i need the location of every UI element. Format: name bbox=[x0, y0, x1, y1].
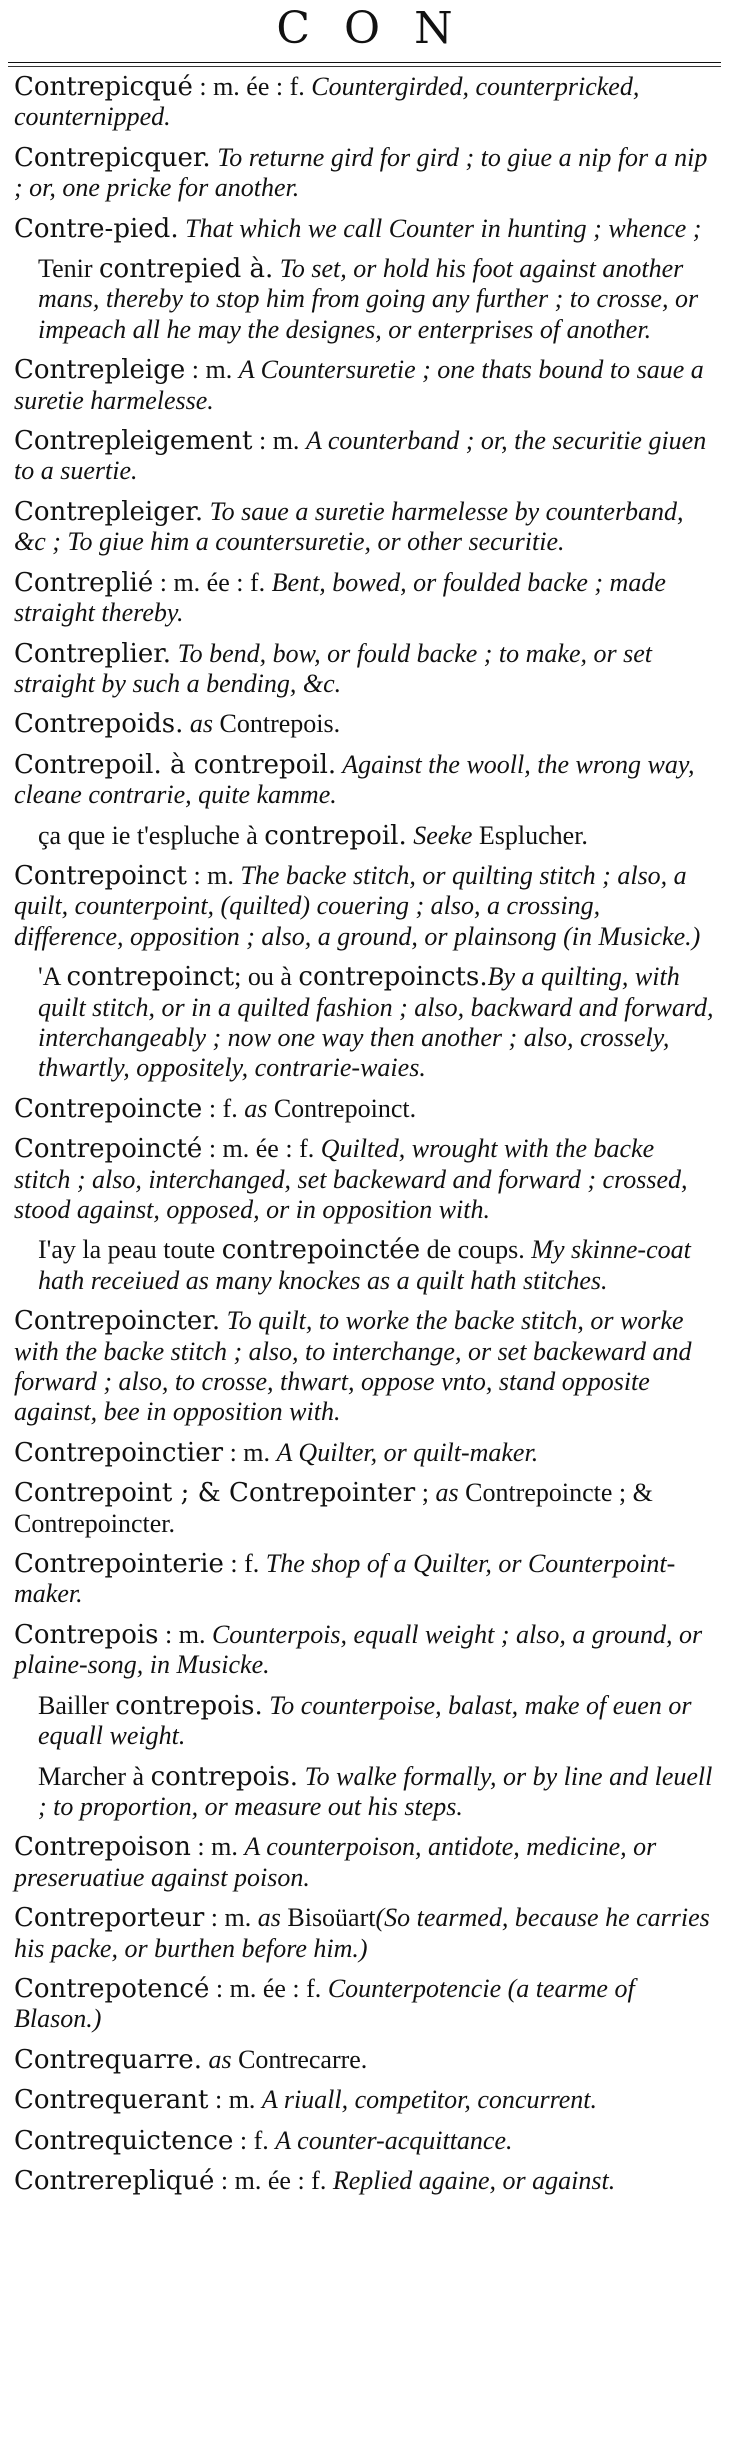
headword: Contrepleiger. bbox=[14, 496, 204, 527]
definition-text: To set, or hold his foot against another mans, thereby to stop him from going any further ; to crosse, or impeach all he may the designes, or enterprises of another. bbox=[38, 254, 699, 344]
definition-text: as bbox=[183, 709, 220, 739]
grammar-note: ça que ie t'espluche à bbox=[38, 820, 265, 850]
grammar-note: : m. ée : f. bbox=[214, 2165, 333, 2195]
definition-text: A counterband ; or, the securitie giuen to a suertie. bbox=[14, 426, 707, 486]
headword: Contrequarre. bbox=[14, 2044, 202, 2075]
dictionary-entry bbox=[14, 568, 716, 629]
grammar-note: Bisoüart bbox=[287, 1903, 376, 1933]
dictionary-entry bbox=[14, 214, 716, 244]
grammar-note: Marcher à bbox=[38, 1761, 151, 1791]
headword: Contrepoincté bbox=[14, 1134, 203, 1165]
dictionary-entry bbox=[14, 1094, 716, 1124]
definition-text: By a quilting, with quilt stitch, or in a quilted fashion ; also, backward and forward, interchangeably ; now one way then another ; also, crossely, thwartly, oppositely, contrarie-waies. bbox=[38, 962, 714, 1083]
page-header: CON bbox=[276, 3, 487, 54]
dictionary-entry bbox=[14, 426, 716, 487]
definition-text: A Countersuretie ; one thats bound to saue a suretie harmelesse. bbox=[14, 355, 704, 415]
headword: Contrepicqué bbox=[14, 72, 193, 102]
definition-text: Seeke bbox=[406, 820, 479, 850]
headword: Contrepoincter. bbox=[14, 1306, 221, 1337]
grammar-note: : m. ée : f. bbox=[192, 72, 312, 101]
definition-text: Against the wooll, the wrong way, cleane contrarie, quite kamme. bbox=[14, 749, 695, 810]
headword: Contrepoil. à contrepoil. bbox=[14, 749, 337, 780]
definition-text: as bbox=[435, 1478, 466, 1508]
grammar-note: : m. bbox=[223, 1437, 277, 1467]
header-rule-thin bbox=[8, 66, 721, 67]
definition-text: The backe stitch, or quilting stitch ; also, a quilt, counterpoint, (quilted) couering ; also, a crossing, difference, opposition ; also, a ground, or plainsong (in Musicke.) bbox=[14, 860, 701, 951]
headword: Contrerepliqué bbox=[14, 2165, 215, 2196]
headword: Contrepoincte bbox=[14, 1093, 203, 1124]
headword: Contrepoinct bbox=[14, 860, 187, 891]
dictionary-entry bbox=[14, 1438, 716, 1468]
headword: Contrequerant bbox=[14, 2085, 209, 2116]
dictionary-entry bbox=[14, 1974, 716, 2035]
headword: Contre-pied. bbox=[14, 213, 179, 244]
sub-entry bbox=[14, 254, 716, 345]
grammar-note: : m. bbox=[158, 1619, 212, 1649]
grammar-note: : m. ée : f. bbox=[153, 567, 272, 597]
definition-text: To saue a suretie harmelesse by counterband, &c ; To giue him a countersuretie, or other securitie. bbox=[14, 496, 684, 557]
definition-text: A Quilter, or quilt-maker. bbox=[276, 1437, 539, 1467]
definition-text: Countergirded, counterpricked, counternipped. bbox=[14, 72, 640, 132]
grammar-note: : m. ée : f. bbox=[209, 1973, 328, 2003]
headword: Contrepoison bbox=[14, 1832, 191, 1863]
grammar-note: Contrepoinct. bbox=[273, 1093, 417, 1123]
headword: Contreplié bbox=[14, 567, 154, 598]
sub-entry bbox=[14, 1762, 716, 1823]
dictionary-entry bbox=[14, 355, 716, 416]
definition-text: Quilted, wrought with the backe stitch ; also, interchanged, set backeward and forward ; crossed, stood against, opposed, or in opposition with. bbox=[14, 1134, 688, 1224]
definition-text: Replied againe, or against. bbox=[332, 2165, 616, 2195]
definition-text: A counterpoison, antidote, medicine, or preseruatiue against poison. bbox=[14, 1832, 657, 1892]
grammar-note: : m. bbox=[252, 426, 306, 456]
definition-text: That which we call Counter in hunting ; whence ; bbox=[178, 213, 702, 243]
dictionary-entries bbox=[14, 72, 716, 2196]
dictionary-entry bbox=[14, 1832, 716, 1893]
grammar-note: 'A bbox=[38, 962, 67, 992]
dictionary-entry bbox=[14, 2126, 716, 2156]
grammar-note: Esplucher. bbox=[478, 820, 588, 850]
definition-text: To returne gird for gird ; to giue a nip for a nip ; or, one pricke for another. bbox=[14, 142, 708, 203]
grammar-note: Tenir bbox=[38, 254, 99, 284]
headword: contrepoincts. bbox=[298, 962, 488, 993]
sub-entry bbox=[14, 1691, 716, 1752]
grammar-note: Contrepoincte ; & Contrepoincter. bbox=[14, 1478, 653, 1538]
grammar-note: : m. bbox=[186, 860, 241, 890]
headword: Contrepoids. bbox=[14, 709, 184, 740]
headword: Contrepicquer. bbox=[14, 142, 211, 173]
headword: Contrepoint ; & Contrepointer bbox=[14, 1478, 416, 1509]
sub-entry bbox=[14, 1235, 716, 1296]
dictionary-entry bbox=[14, 2166, 716, 2196]
headword: contrepoinct bbox=[66, 962, 235, 993]
sub-entry bbox=[14, 821, 716, 851]
definition-text: Counterpotencie (a tearme of Blason.) bbox=[14, 1973, 635, 2034]
headword: Contrepleige bbox=[14, 355, 186, 386]
header-rule bbox=[8, 62, 721, 63]
dictionary-entry bbox=[14, 861, 716, 952]
sub-entry bbox=[14, 962, 716, 1084]
grammar-note: de coups. bbox=[420, 1235, 532, 1265]
definition-text: as bbox=[201, 2044, 239, 2074]
grammar-note: Contrepois. bbox=[219, 709, 341, 739]
dictionary-entry bbox=[14, 1306, 716, 1428]
headword: Contrepois bbox=[14, 1619, 159, 1650]
headword: Contrepleigement bbox=[14, 426, 253, 457]
grammar-note: : m. bbox=[204, 1903, 258, 1933]
headword: Contrepoinctier bbox=[14, 1437, 224, 1468]
definition-text: (So tearmed, because he carries his packe, or burthen before him.) bbox=[14, 1903, 710, 1963]
dictionary-entry bbox=[14, 709, 716, 739]
headword: Contreporteur bbox=[14, 1903, 205, 1934]
headword: contrepoinctée bbox=[221, 1235, 421, 1266]
grammar-note: : m. ée : f. bbox=[202, 1134, 321, 1164]
dictionary-entry bbox=[14, 639, 716, 700]
grammar-note: : f. bbox=[202, 1093, 245, 1123]
definition-text: A counter-acquittance. bbox=[275, 2125, 513, 2155]
grammar-note: : m. bbox=[185, 355, 239, 385]
grammar-note: Contrecarre. bbox=[238, 2044, 368, 2074]
headword: contrepied à. bbox=[99, 254, 274, 285]
dictionary-entry bbox=[14, 2085, 716, 2115]
dictionary-entry bbox=[14, 1134, 716, 1225]
headword: Contrequictence bbox=[14, 2125, 234, 2156]
definition-text: To counterpoise, balast, make of euen or equall weight. bbox=[38, 1690, 692, 1751]
dictionary-entry bbox=[14, 1903, 716, 1964]
definition-text: as bbox=[244, 1093, 274, 1123]
definition-text: as bbox=[257, 1903, 288, 1933]
dictionary-entry bbox=[14, 497, 716, 558]
grammar-note: Bailler bbox=[38, 1690, 116, 1720]
dictionary-entry bbox=[14, 72, 716, 133]
headword: contrepois. bbox=[150, 1761, 299, 1792]
definition-text: To quilt, to worke the backe stitch, or worke with the backe stitch ; also, to interchange, or set backeward and forward ; also, to crosse, thwart, oppose vnto, stand opposite against, bee in opposition with. bbox=[14, 1306, 692, 1427]
definition-text: To walke formally, or by line and leuell ; to proportion, or measure out his steps. bbox=[38, 1761, 713, 1821]
grammar-note: : f. bbox=[233, 2125, 276, 2155]
dictionary-entry bbox=[14, 2045, 716, 2075]
definition-text: A riuall, competitor, concurrent. bbox=[261, 2085, 598, 2115]
definition-text: Counterpois, equall weight ; also, a ground, or plaine-song, in Musicke. bbox=[14, 1619, 703, 1680]
definition-text: To bend, bow, or fould backe ; to make, or set straight by such a bending, &c. bbox=[14, 638, 653, 698]
grammar-note: : m. bbox=[208, 2085, 262, 2115]
headword: contrepoil. bbox=[264, 820, 407, 851]
dictionary-entry bbox=[14, 143, 716, 204]
grammar-note: ; bbox=[415, 1478, 436, 1508]
dictionary-entry bbox=[14, 1549, 716, 1610]
headword: contrepois. bbox=[115, 1690, 263, 1721]
headword: Contrepointerie bbox=[14, 1549, 224, 1580]
grammar-note: I'ay la peau toute bbox=[38, 1235, 222, 1265]
dictionary-entry bbox=[14, 750, 716, 811]
grammar-note: ; ou à bbox=[234, 962, 299, 992]
definition-text: The shop of a Quilter, or Counterpoint-maker. bbox=[14, 1549, 676, 1609]
headword: Contrepotencé bbox=[14, 1973, 210, 2004]
grammar-note: : m. bbox=[190, 1832, 245, 1862]
headword: Contreplier. bbox=[14, 638, 172, 669]
dictionary-entry bbox=[14, 1620, 716, 1681]
definition-text: Bent, bowed, or foulded backe ; made straight thereby. bbox=[14, 567, 666, 628]
dictionary-entry bbox=[14, 1478, 716, 1539]
definition-text: My skinne-coat hath receiued as many knockes as a quilt hath stitches. bbox=[38, 1235, 691, 1295]
grammar-note: : f. bbox=[223, 1549, 266, 1579]
